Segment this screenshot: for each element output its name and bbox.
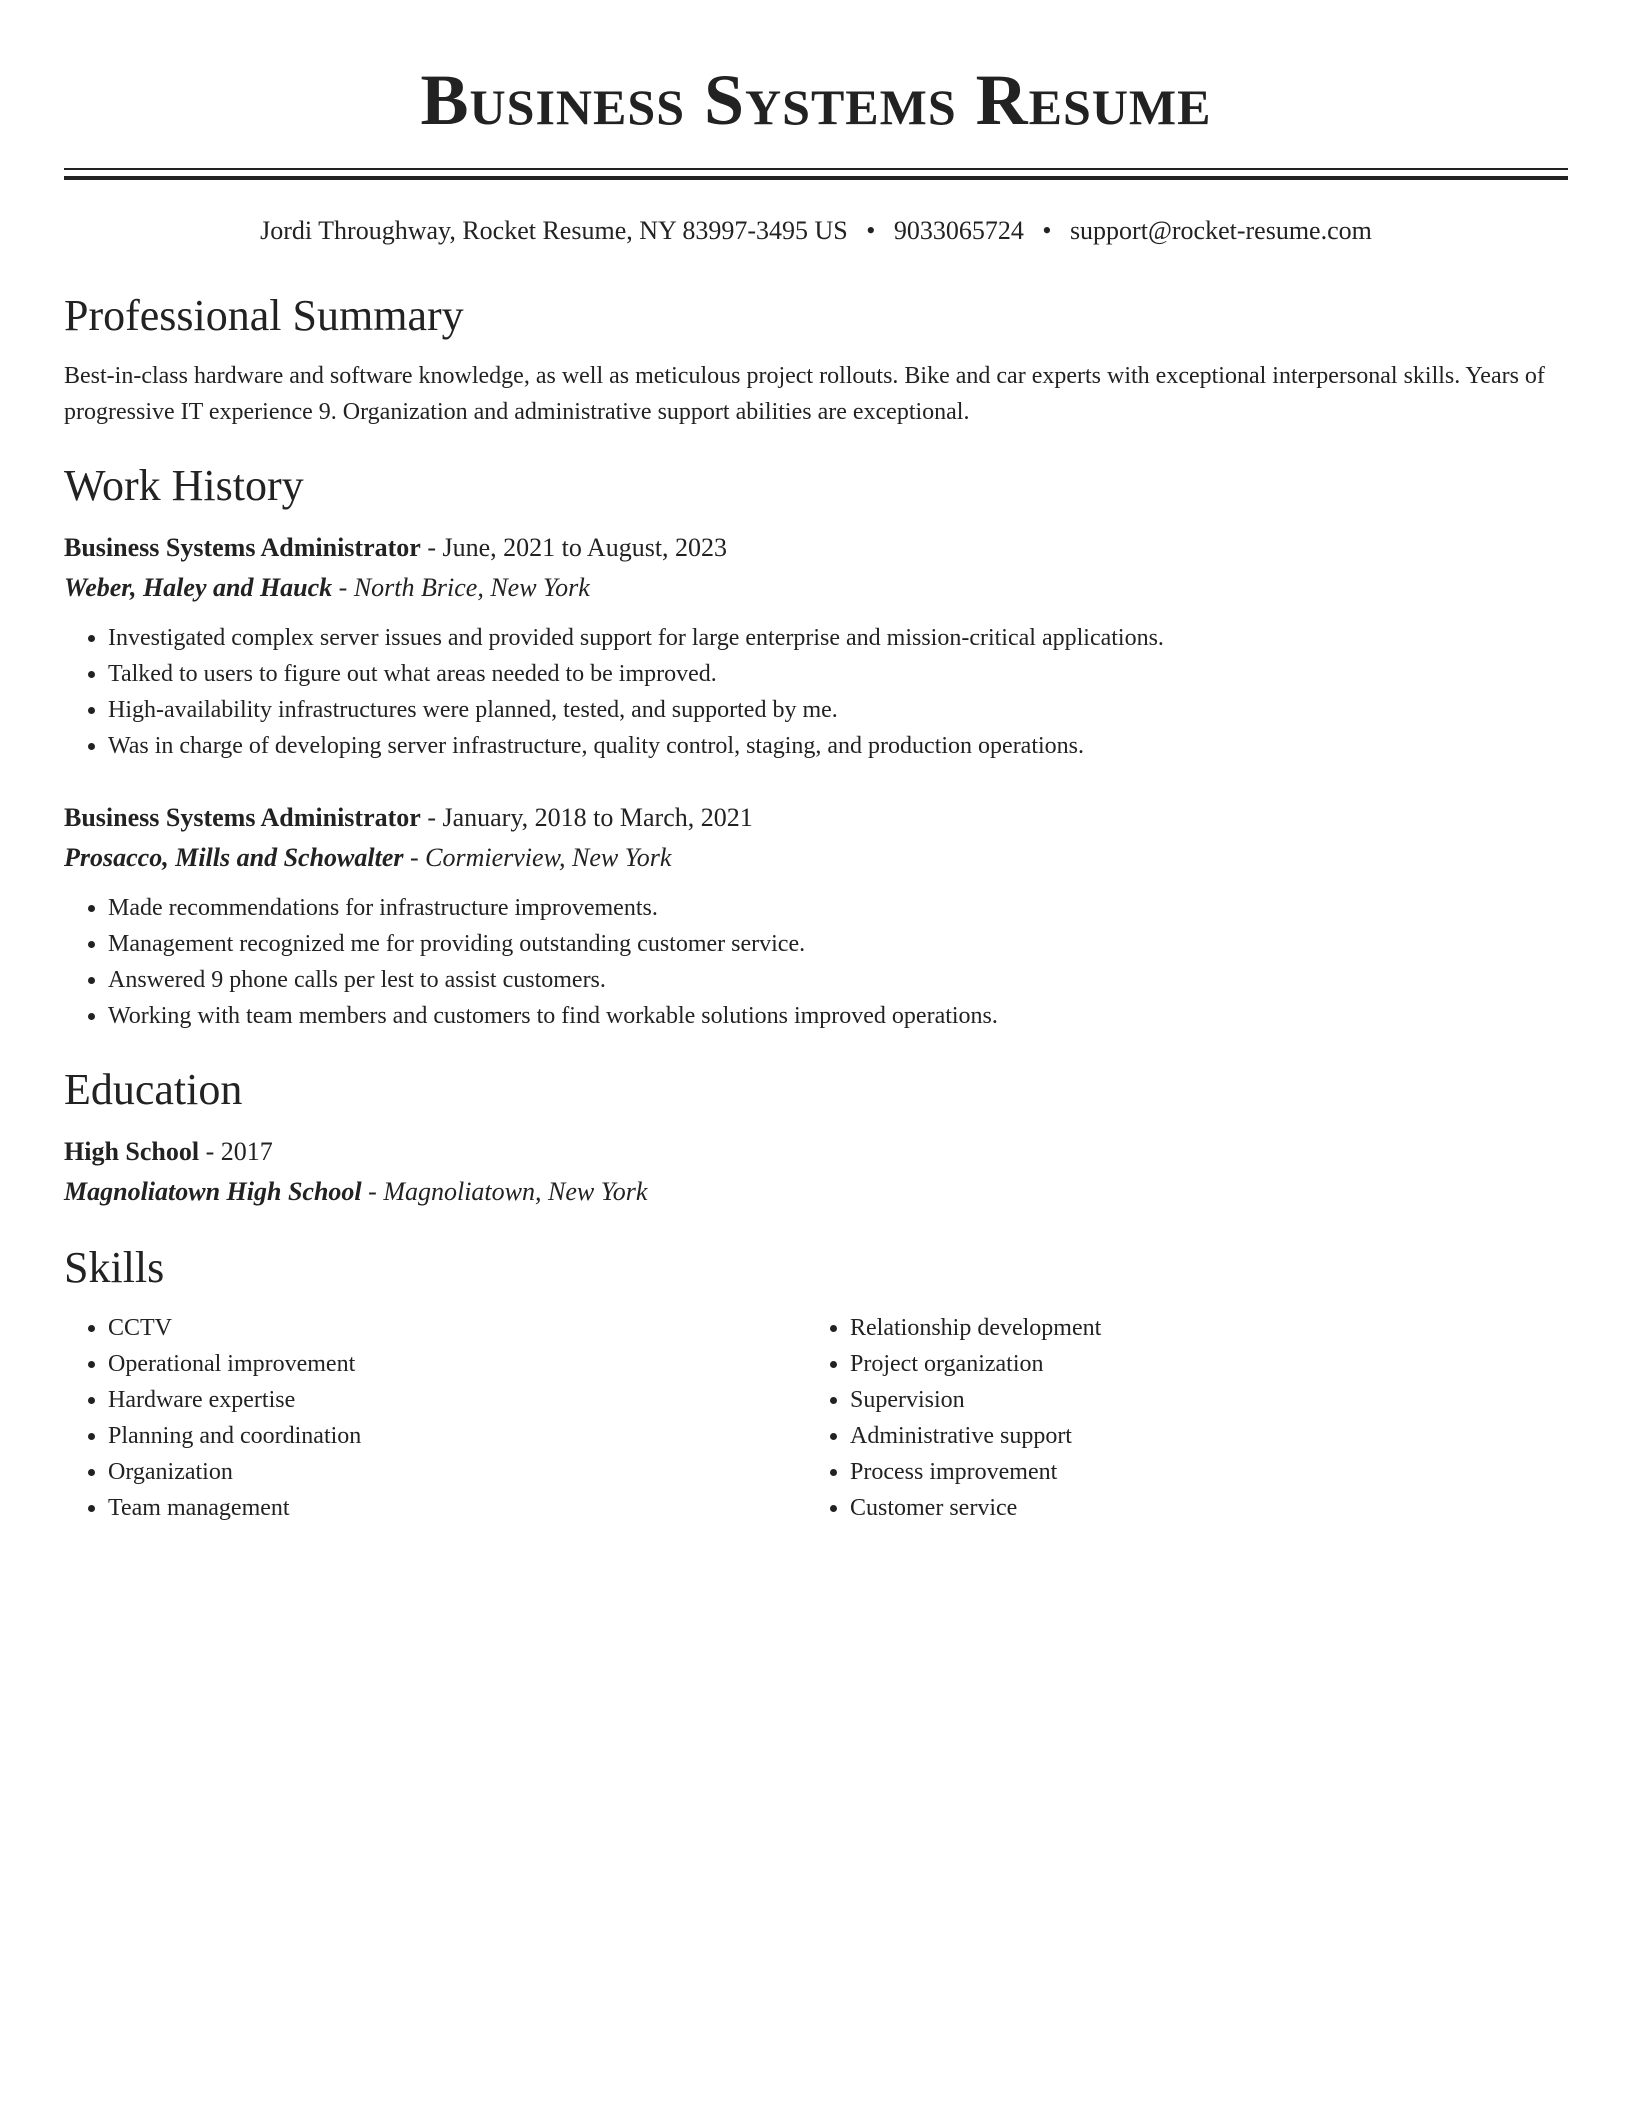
summary-text: Best-in-class hardware and software knowledge, as well as meticulous project rollouts. Bike and car experts with exceptional interpersonal skills. Years of progressive IT experience 9. Organization and administrative support abilities are exceptional. (64, 363, 1545, 425)
contact-phone: 9033065724 (893, 216, 1024, 245)
skills-column-left (64, 1310, 806, 1526)
skill-item: • Team management (108, 1490, 806, 1526)
employer-line (64, 568, 1568, 608)
employer-location: - North Brice, New York (332, 573, 590, 602)
skills-grid (64, 1310, 1568, 1526)
employer-line (64, 838, 1568, 878)
list-item: • Investigated complex server issues and provided support for large enterprise and mission-critical applications. (108, 620, 1568, 656)
skill-item: • Relationship development (850, 1310, 1548, 1346)
job-title-line (64, 528, 1568, 568)
list-item: • Answered 9 phone calls per lest to assist customers. (108, 962, 1568, 998)
contact-line (64, 214, 1568, 248)
employer-location: - Cormierview, New York (403, 843, 672, 872)
list-item: • Management recognized me for providing outstanding customer service. (108, 926, 1568, 962)
education-school-line (64, 1172, 1568, 1212)
employer-name: Prosacco, Mills and Schowalter (64, 843, 404, 872)
education-heading: Education (64, 1065, 243, 1114)
job-title: Business Systems Administrator (64, 533, 421, 562)
education-year: - 2017 (199, 1137, 273, 1166)
education-degree: High School (64, 1137, 200, 1166)
list-item: • Made recommendations for infrastructure improvements. (108, 890, 1568, 926)
skill-item: • CCTV (108, 1310, 806, 1346)
contact-separator: • (1042, 216, 1052, 245)
education-location: - Magnoliatown, New York (361, 1177, 648, 1206)
job-title-line (64, 798, 1568, 838)
contact-separator: • (866, 216, 876, 245)
skill-item: • Process improvement (850, 1454, 1548, 1490)
list-item: • Was in charge of developing server infrastructure, quality control, staging, and production operations. (108, 728, 1568, 764)
job-bullets (64, 890, 1568, 1034)
skill-item: • Planning and coordination (108, 1418, 806, 1454)
skill-item: • Project organization (850, 1346, 1548, 1382)
skill-item: • Organization (108, 1454, 806, 1490)
job-dates: - June, 2021 to August, 2023 (420, 533, 728, 562)
job-title: Business Systems Administrator (64, 803, 421, 832)
summary-heading: Professional Summary (64, 291, 464, 340)
education-entry (64, 1132, 1568, 1212)
list-item: • Working with team members and customers to find workable solutions improved operations. (108, 998, 1568, 1034)
title-divider-thick (64, 176, 1568, 180)
list-item: • Talked to users to figure out what areas needed to be improved. (108, 656, 1568, 692)
skill-item: • Supervision (850, 1382, 1548, 1418)
title-divider-thin (64, 168, 1568, 170)
education-degree-line (64, 1132, 1568, 1172)
job-dates: - January, 2018 to March, 2021 (420, 803, 753, 832)
employer-name: Weber, Haley and Hauck (64, 573, 333, 602)
job-bullets (64, 620, 1568, 764)
work-history-heading: Work History (64, 461, 304, 510)
job-entry (64, 528, 1568, 764)
skill-item: • Hardware expertise (108, 1382, 806, 1418)
job-entry (64, 798, 1568, 1034)
contact-address: Jordi Throughway, Rocket Resume, NY 83997-3495 US (260, 216, 848, 245)
skills-column-right (806, 1310, 1548, 1526)
contact-email: support@rocket-resume.com (1069, 216, 1372, 245)
skills-heading: Skills (64, 1243, 165, 1292)
page-title: Business Systems Resume (420, 60, 1212, 140)
skill-item: • Customer service (850, 1490, 1548, 1526)
skill-item: • Administrative support (850, 1418, 1548, 1454)
list-item: • High-availability infrastructures were planned, tested, and supported by me. (108, 692, 1568, 728)
skill-item: • Operational improvement (108, 1346, 806, 1382)
education-school: Magnoliatown High School (64, 1177, 362, 1206)
